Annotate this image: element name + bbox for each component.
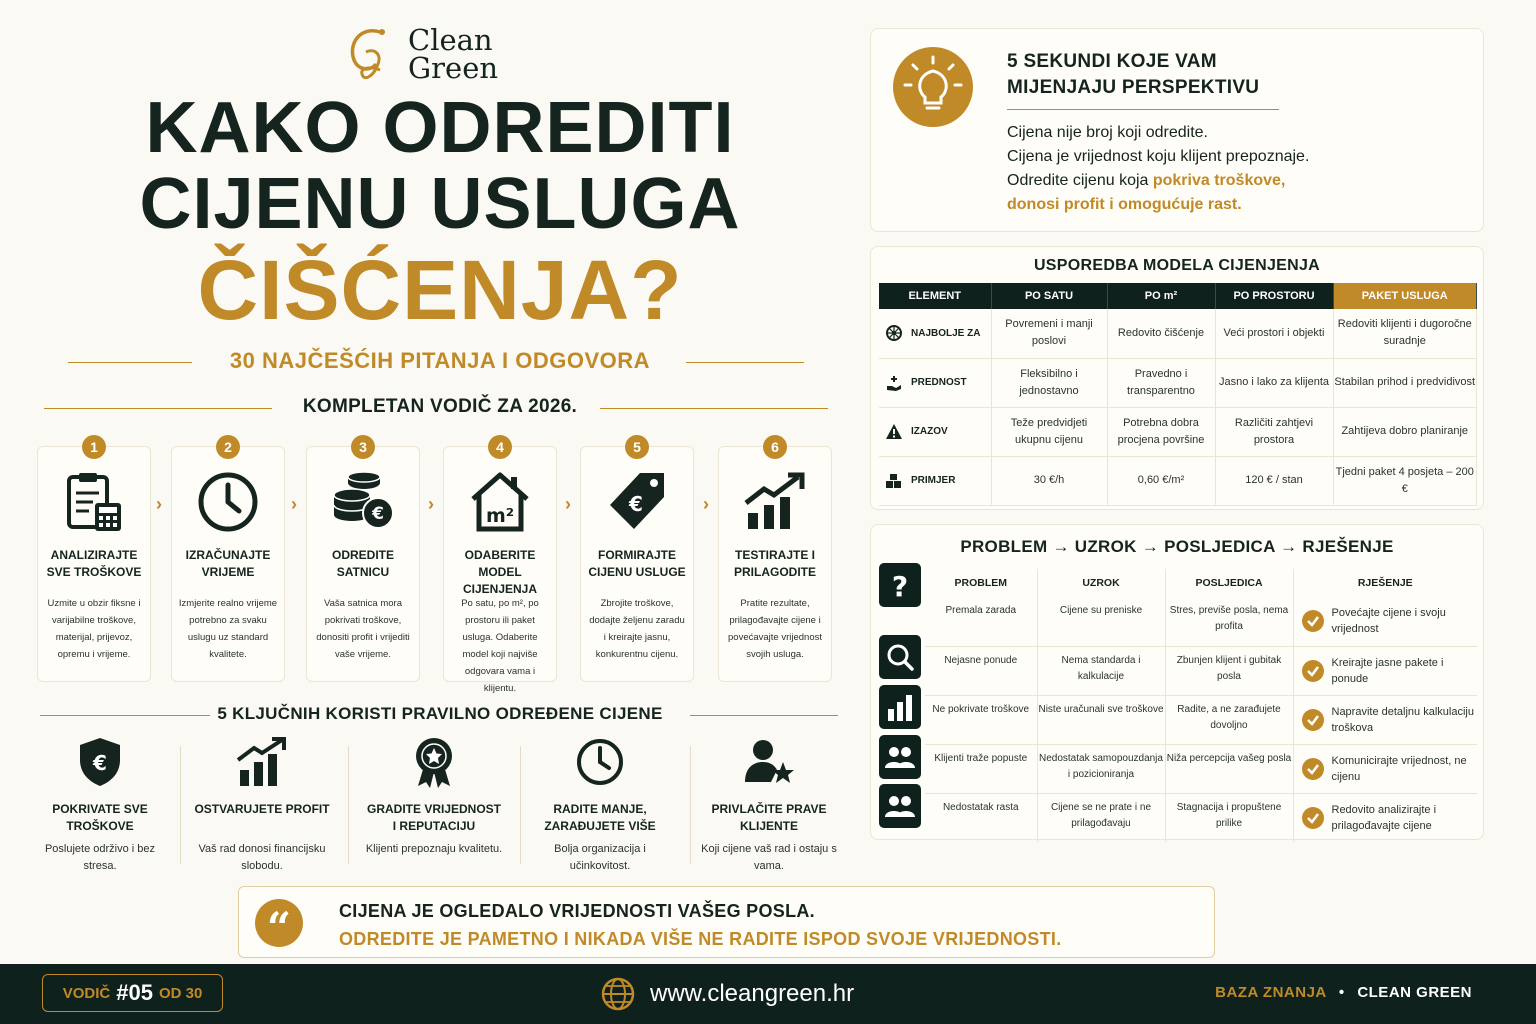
benefit-5: [700, 736, 838, 875]
solution-text: Redovito analizirajte i prilagođavajte cijene: [1331, 803, 1437, 832]
brand-monogram-icon: [340, 22, 398, 86]
svg-text:€: €: [629, 492, 643, 516]
solution-text: Povećajte cijene i svoju vrijednost: [1331, 607, 1446, 636]
problem-card: [870, 524, 1484, 840]
table-cell: Nejasne ponude: [925, 646, 1037, 695]
comparison-header: PO m²: [1107, 283, 1215, 309]
table-cell: Stagnacija i propuštene prilike: [1165, 793, 1293, 842]
bar-chart-icon: [879, 685, 921, 729]
problem-header: UZROK: [1037, 569, 1165, 597]
benefit-title: OSTVARUJETE PROFIT: [194, 802, 330, 816]
problem-header: PROBLEM: [925, 569, 1037, 597]
row-label-text: PREDNOST: [911, 377, 967, 388]
insight-line1: Cijena nije broj koji odredite.: [1007, 124, 1208, 141]
problem-title: PROBLEM → UZROK → POSLJEDICA → RJEŠENJE: [960, 537, 1394, 556]
table-row: [925, 597, 1477, 646]
benefit-desc: Vaš rad donosi financijsku slobodu.: [198, 843, 326, 872]
quote-line2: ODREDITE JE PAMETNO I NIKADA VIŠE NE RADITE ISPOD SVOJE VRIJEDNOSTI.: [339, 929, 1062, 949]
benefit-desc: Bolja organizacija i učinkovitost.: [554, 843, 646, 872]
table-cell: Nema standarda i kalkulacije: [1037, 646, 1165, 695]
brand-line2: Green: [408, 51, 499, 85]
row-label-text: NAJBOLJE ZA: [911, 327, 981, 339]
problem-header: RJEŠENJE: [1357, 577, 1413, 589]
svg-text:€: €: [93, 751, 107, 775]
table-cell: Veći prostori i objekti: [1215, 309, 1333, 358]
knowledge-base-label: [1215, 984, 1472, 1001]
table-cell: Klijenti traže popuste: [925, 744, 1037, 793]
table-row: [925, 646, 1477, 695]
divider: [348, 746, 349, 864]
table-cell: Nedostatak samopouzdanja i pozicioniranja: [1037, 744, 1165, 793]
kb-left: BAZA ZNANJA: [1215, 984, 1327, 1001]
website-link[interactable]: [600, 976, 854, 1012]
guide-heading: KOMPLETAN VODIČ ZA 2026.: [302, 396, 578, 417]
row-label-text: PRIMJER: [911, 475, 956, 486]
table-row: [879, 309, 1477, 358]
table-cell: 30 €/h: [991, 456, 1107, 505]
table-cell: Cijene se ne prate i ne prilagođavaju: [1037, 793, 1165, 842]
table-cell: Nedostatak rasta: [925, 793, 1037, 842]
chevron-right-icon: ›: [291, 494, 297, 514]
insight-line3-plain: Odredite cijenu koja: [1007, 172, 1153, 189]
check-circle-icon: [1302, 807, 1324, 829]
table-cell: Stabilan prihod i predvidivost: [1333, 358, 1477, 407]
svg-text:m²: m²: [485, 505, 515, 527]
step-number: 1: [82, 435, 106, 459]
comparison-header: ELEMENT: [879, 283, 991, 309]
people-icon: [879, 735, 921, 779]
table-cell: Različiti zahtjevi prostora: [1215, 407, 1333, 456]
comparison-card: [870, 246, 1484, 510]
comparison-header: PAKET USLUGA: [1333, 283, 1477, 309]
website-url[interactable]: www.cleangreen.hr: [650, 980, 855, 1007]
step-number: 6: [763, 435, 787, 459]
brand-logo: [340, 20, 540, 88]
comparison-title: USPOREDBA MODELA CIJENJENJA: [1033, 257, 1321, 274]
table-cell: Cijene su preniske: [1037, 597, 1165, 646]
table-cell: Zbunjen klijent i gubitak posla: [1165, 646, 1293, 695]
benefit-desc: Klijenti prepoznaju kvalitetu.: [365, 843, 503, 855]
subtitle: 30 NAJČEŠĆIH PITANJA I ODGOVORA: [229, 348, 651, 373]
step-title: ODABERITE MODEL CIJENJENJA: [462, 548, 538, 596]
step-desc: Po satu, po m², po prostoru ili paket usluga. Odaberite model koji najviše odgovara vama i klijentu.: [461, 598, 539, 694]
solution-cell: [1293, 793, 1477, 842]
benefit-3: [365, 736, 503, 858]
benefit-4: [531, 736, 669, 875]
table-row: [925, 744, 1477, 793]
step-desc: Uzmite u obzir fiksne i varijabilne troškove, materijal, prijevoz, opremu i vrijeme.: [47, 598, 141, 660]
insight-line2: Cijena je vrijednost koju klijent prepoznaje.: [1007, 148, 1310, 165]
bullet-separator: •: [1338, 984, 1345, 1001]
step-card-2: [171, 439, 285, 682]
table-cell: Redovito čišćenje: [1107, 309, 1215, 358]
solution-cell: [1293, 695, 1477, 744]
house-m2-icon: [467, 469, 533, 535]
insight-line4: donosi profit i omogućuje rast.: [1007, 196, 1242, 213]
price-tag-euro-icon: [604, 469, 670, 535]
benefit-2: [193, 736, 331, 875]
warning-icon: [885, 423, 903, 441]
insight-title: [1007, 49, 1259, 101]
row-label: [879, 358, 991, 407]
award-badge-icon: [408, 736, 460, 788]
chevron-right-icon: ›: [428, 494, 434, 514]
step-title: ANALIZIRAJTE SVE TROŠKOVE: [46, 548, 142, 579]
quote-box: [238, 886, 1215, 958]
problem-table: [925, 569, 1477, 842]
user-star-icon: [743, 736, 795, 788]
table-cell: Jasno i lako za klijenta: [1215, 358, 1333, 407]
target-wheel-icon: [885, 324, 903, 342]
footer: [0, 964, 1536, 1024]
svg-text:?: ?: [891, 570, 909, 603]
insight-rule: [1007, 109, 1279, 110]
benefit-title: RADITE MANJE, ZARAĐUJETE VIŠE: [544, 802, 656, 833]
divider: [180, 746, 181, 864]
chevron-right-icon: ›: [156, 494, 162, 514]
quote-line1: CIJENA JE OGLEDALO VRIJEDNOSTI VAŠEG POSLA.: [339, 901, 815, 921]
table-cell: 0,60 €/m²: [1107, 456, 1215, 505]
kb-right: CLEAN GREEN: [1357, 984, 1472, 1001]
step-title: TESTIRAJTE I PRILAGODITE: [733, 548, 816, 579]
check-circle-icon: [1302, 610, 1324, 632]
benefit-desc: Poslujete održivo i bez stresa.: [44, 843, 156, 872]
title-line3: ČIŠĆENJA?: [197, 243, 683, 337]
solution-cell: [1293, 597, 1477, 646]
table-row: [879, 456, 1477, 505]
insight-line3: [1007, 169, 1285, 193]
problem-header: POSLJEDICA: [1165, 569, 1293, 597]
table-cell: Potrebna dobra procjena površine: [1107, 407, 1215, 456]
benefit-1: [31, 736, 169, 875]
badge-prefix: VODIČ: [62, 984, 111, 1002]
table-cell: Premala zarada: [925, 597, 1037, 646]
growth-chart-icon: [236, 736, 288, 788]
hand-plus-icon: [885, 374, 903, 392]
check-circle-icon: [1302, 660, 1324, 682]
divider: [520, 746, 521, 864]
step-number: 5: [625, 435, 649, 459]
table-cell: Ne pokrivate troškove: [925, 695, 1037, 744]
step-card-6: [718, 439, 832, 682]
growth-chart-icon: [742, 469, 808, 535]
step-card-4: [443, 439, 557, 694]
step-card-5: [580, 439, 694, 682]
table-cell: Niža percepcija vašeg posla: [1165, 744, 1293, 793]
guide-badge: [42, 974, 223, 1012]
benefit-desc: Koji cijene vaš rad i ostaju s vama.: [701, 843, 837, 872]
title-line2: CIJENU USLUGA: [139, 164, 741, 244]
table-row: [879, 358, 1477, 407]
table-row: [879, 407, 1477, 456]
brand-line1: Clean: [408, 23, 493, 57]
people-icon: [879, 784, 921, 828]
step-card-3: [306, 439, 420, 682]
solution-text: Napravite detaljnu kalkulaciju troškova: [1331, 705, 1474, 734]
row-label: [879, 407, 991, 456]
row-label: [879, 456, 991, 505]
benefits-heading: 5 KLJUČNIH KORISTI PRAVILNO ODREĐENE CIJENE: [217, 704, 663, 723]
table-cell: Redoviti klijenti i dugoročne suradnje: [1333, 309, 1477, 358]
table-cell: Pravedno i transparentno: [1107, 358, 1215, 407]
step-desc: Vaša satnica mora pokrivati troškove, donositi profit i vrijediti vaše vrijeme.: [316, 598, 410, 660]
table-cell: Zahtijeva dobro planiranje: [1333, 407, 1477, 456]
blocks-icon: [885, 472, 903, 490]
table-cell: Tjedni paket 4 posjeta – 200 €: [1333, 456, 1477, 505]
step-title: IZRAČUNAJTE VRIJEME: [185, 548, 271, 579]
benefit-title: PRIVLAČITE PRAVE KLIJENTE: [711, 802, 827, 833]
clipboard-calculator-icon: [61, 469, 127, 535]
comparison-table: [879, 283, 1477, 506]
search-icon: [879, 635, 921, 679]
badge-suffix: OD 30: [158, 984, 203, 1002]
divider: [690, 746, 691, 864]
clock-icon: [195, 469, 261, 535]
solution-text: Komunicirajte vrijednost, ne cijenu: [1331, 754, 1467, 783]
benefit-title: GRADITE VRIJEDNOST I REPUTACIJU: [366, 802, 501, 833]
table-cell: Fleksibilno i jednostavno: [991, 358, 1107, 407]
step-number: 4: [488, 435, 512, 459]
svg-text:€: €: [372, 504, 384, 524]
table-row: [925, 793, 1477, 842]
shield-euro-icon: [74, 736, 126, 788]
comparison-header: PO PROSTORU: [1215, 283, 1333, 309]
step-title: FORMIRAJTE CIJENU USLUGE: [588, 548, 686, 579]
table-cell: Stres, previše posla, nema profita: [1165, 597, 1293, 646]
quote-mark-icon: “: [255, 899, 303, 947]
table-cell: Radite, a ne zarađujete dovoljno: [1165, 695, 1293, 744]
solution-text: Kreirajte jasne pakete i ponude: [1331, 656, 1444, 685]
row-label: [879, 309, 991, 358]
step-number: 2: [216, 435, 240, 459]
insight-title-line1: 5 SEKUNDI KOJE VAM: [1007, 51, 1217, 72]
table-cell: Teže predvidjeti ukupnu cijenu: [991, 407, 1107, 456]
insight-line3-highlight: pokriva troškove,: [1152, 172, 1286, 189]
lightbulb-icon: [893, 47, 973, 127]
insight-title-line2: MIJENJAJU PERSPEKTIVU: [1007, 77, 1260, 98]
benefit-title: POKRIVATE SVE TROŠKOVE: [52, 802, 148, 833]
clock-icon: [574, 736, 626, 788]
check-circle-icon: [1302, 758, 1324, 780]
step-desc: Izmjerite realno vrijeme potrebno za svaku uslugu uz standard kvalitete.: [178, 598, 278, 660]
chevron-right-icon: ›: [565, 494, 571, 514]
chevron-right-icon: ›: [703, 494, 709, 514]
comparison-header: PO SATU: [991, 283, 1107, 309]
row-label-text: IZAZOV: [911, 426, 948, 437]
step-desc: Pratite rezultate, prilagođavajte cijene i povećavajte vrijednost svojih usluga.: [728, 598, 822, 660]
question-icon: [879, 563, 921, 607]
table-cell: Niste uračunali sve troškove: [1037, 695, 1165, 744]
table-cell: 120 € / stan: [1215, 456, 1333, 505]
step-title: ODREDITE SATNICU: [331, 548, 394, 579]
table-cell: Povremeni i manji poslovi: [991, 309, 1107, 358]
title-line1: KAKO ODREDITI: [145, 88, 735, 168]
badge-number: #05: [116, 980, 153, 1005]
step-card-1: [37, 439, 151, 682]
solution-cell: [1293, 646, 1477, 695]
step-desc: Zbrojite troškove, dodajte željenu zaradu i kreirajte jasnu, konkurentnu cijenu.: [589, 598, 685, 660]
insight-card: [870, 28, 1484, 232]
step-number: 3: [351, 435, 375, 459]
coins-euro-icon: [330, 469, 396, 535]
check-circle-icon: [1302, 709, 1324, 731]
globe-icon: [600, 976, 636, 1012]
table-row: [925, 695, 1477, 744]
solution-cell: [1293, 744, 1477, 793]
